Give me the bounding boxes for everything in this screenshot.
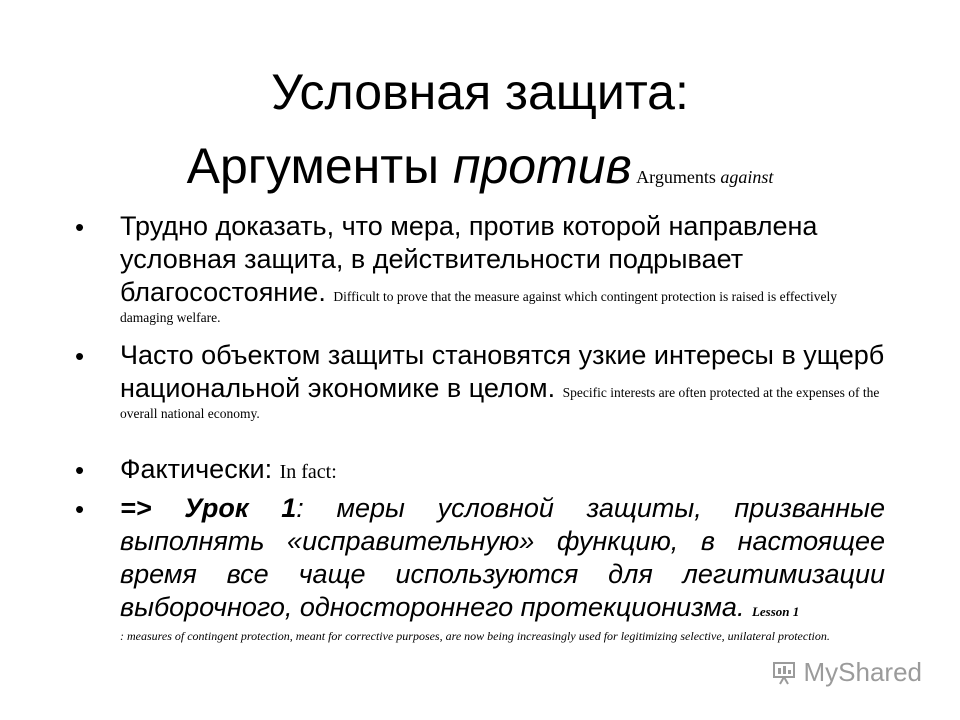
title-main: Аргументы xyxy=(186,138,453,194)
title-english-normal: Arguments xyxy=(631,167,721,187)
arrow-symbol: => xyxy=(120,493,185,523)
bullet-ru-text: Фактически: xyxy=(120,454,280,484)
bullet-dot-icon: • xyxy=(75,455,85,485)
bullet-dot-icon: • xyxy=(75,494,85,524)
bullet-en-text: In fact: xyxy=(279,461,337,483)
bullet-en-text: : measures of contingent protection, meant for corrective purposes, are now being increasingly used for legitimizing selective, unilateral protection. xyxy=(120,629,830,643)
lesson-label: Урок 1 xyxy=(184,493,297,523)
bullet-ru-text: Часто объектом защиты становятся узкие интересы в ущерб национальной экономике в целом. xyxy=(120,340,885,403)
bullet-list xyxy=(75,210,885,644)
bullet-item-lesson-1 xyxy=(75,492,885,644)
title-english-italic: against xyxy=(720,167,774,187)
watermark xyxy=(772,657,923,688)
bullet-item-in-fact xyxy=(75,453,885,486)
watermark-text: MyShared xyxy=(803,657,922,687)
bullet-dot-icon: • xyxy=(75,341,85,371)
title-italic: против xyxy=(452,138,632,194)
bullet-en-text: Difficult to prove that the measure against which contingent protection is raised is effectively damaging welfare. xyxy=(120,289,838,325)
bullet-item-specific-interests xyxy=(75,339,885,423)
lesson-ru-body: : меры условной защиты, призванные выполнять «исправительную» функцию, в настоящее время все чаще используются для легитимизации выборочного, одностороннего протекционизма. xyxy=(120,493,885,622)
lesson-en-label: Lesson 1 xyxy=(751,604,800,619)
slide-title-line2 xyxy=(0,134,960,209)
bullet-en-text: Specific interests are often protected at the expenses of the overall national economy. xyxy=(120,385,880,421)
title-text: Условная защита: xyxy=(271,64,689,120)
bullet-ru-text: Трудно доказать, что мера, против которой направлена условная защита, в действительности подрывает благосостояние. xyxy=(120,211,818,307)
title-english-sub xyxy=(632,167,774,187)
slide-title-line1 xyxy=(0,60,960,124)
bullet-ru-text xyxy=(120,492,885,628)
bullet-dot-icon: • xyxy=(75,212,85,242)
presentation-board-icon xyxy=(772,661,800,685)
bullet-item-difficult-to-prove xyxy=(75,210,885,327)
